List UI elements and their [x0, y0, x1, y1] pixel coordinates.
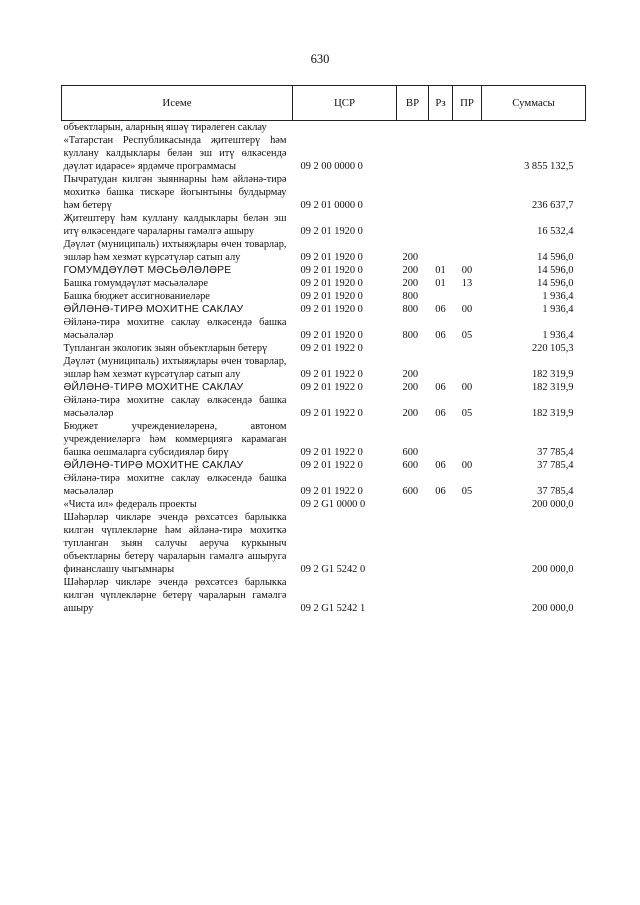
csr-cell: 09 2 01 1920 0: [300, 291, 363, 302]
name-cell: ӘЙЛӘНӘ-ТИРӘ МОХИТНЕ САКЛАУ: [63, 304, 244, 315]
name-cell: «Чиста ил» федераль проекты: [63, 499, 197, 510]
table-row: [62, 355, 586, 381]
table-row: [62, 394, 586, 420]
pr-cell: 05: [461, 486, 473, 497]
csr-cell: 09 2 01 1920 0: [300, 226, 363, 237]
vr-cell: 600: [402, 460, 419, 471]
table-row: [62, 342, 586, 355]
name-cell: Әйләнә-тирә мохитне саклау өлкәсендә башка мәсьәләләр: [63, 473, 287, 497]
vr-cell: [397, 511, 429, 576]
table-row: [62, 173, 586, 212]
sum-cell: 1 936,4: [542, 304, 574, 315]
sum-cell: [482, 121, 586, 135]
vr-cell: 600: [402, 447, 419, 458]
rz-cell: 06: [435, 408, 446, 419]
pr-cell: 00: [461, 460, 473, 471]
csr-cell: 09 2 01 1922 0: [300, 382, 363, 393]
csr-cell: 09 2 00 0000 0: [300, 161, 363, 172]
sum-cell: 37 785,4: [537, 447, 574, 458]
vr-cell: [397, 576, 429, 615]
sum-cell: 182 319,9: [531, 408, 574, 419]
sum-cell: 37 785,4: [537, 460, 574, 471]
pr-cell: 00: [461, 304, 473, 315]
pr-cell: 13: [461, 278, 473, 289]
header-pr: ПР: [453, 86, 482, 121]
name-cell: Шәһәрләр чикләре эчендә рөхсәтсез барлыкка килгән чүплекләрне һәм әйләнә-тирә мохиткә тупланган зыян салучы аеруча куркыныч объектларны бетерү чараларын гамәлгә ашыруга финанслашу чыгымнары: [63, 512, 287, 575]
table-row: [62, 134, 586, 173]
rz-cell: [429, 212, 453, 238]
csr-cell: 09 2 01 1920 0: [300, 265, 363, 276]
header-name: Исеме: [62, 86, 293, 121]
pr-cell: [453, 173, 482, 212]
sum-cell: 220 105,3: [531, 343, 574, 354]
rz-cell: 06: [435, 304, 446, 315]
csr-cell: 09 2 01 1922 0: [300, 486, 363, 497]
name-cell: Әйләнә-тирә мохитне саклау өлкәсендә башка мәсьәләләр: [63, 317, 287, 341]
name-cell: Бюджет учреждениеләренә, автоном учреждениеләргә һәм коммерциягә карамаган башка оешмаларга субсидияләр бирү: [63, 421, 287, 458]
table-row: [62, 420, 586, 459]
rz-cell: 01: [435, 278, 446, 289]
rz-cell: [429, 134, 453, 173]
vr-cell: 200: [402, 382, 419, 393]
rz-cell: [429, 173, 453, 212]
pr-cell: 00: [461, 265, 473, 276]
csr-cell: 09 2 01 1920 0: [300, 278, 363, 289]
rz-cell: 06: [435, 382, 446, 393]
budget-table: [61, 85, 586, 615]
csr-cell: 09 2 G1 5242 1: [300, 603, 366, 614]
rz-cell: [429, 498, 453, 511]
table-row: [62, 459, 586, 472]
rz-cell: [429, 238, 453, 264]
table-row: [62, 472, 586, 498]
sum-cell: 182 319,9: [531, 382, 574, 393]
pr-cell: [453, 342, 482, 355]
vr-cell: [397, 212, 429, 238]
vr-cell: 800: [402, 330, 419, 341]
pr-cell: [453, 134, 482, 173]
pr-cell: [453, 212, 482, 238]
csr-cell: 09 2 01 1922 0: [300, 408, 363, 419]
vr-cell: [397, 342, 429, 355]
sum-cell: 37 785,4: [537, 486, 574, 497]
table-row: [62, 498, 586, 511]
vr-cell: 200: [402, 265, 419, 276]
header-vr: ВР: [397, 86, 429, 121]
table-body: [62, 121, 586, 616]
sum-cell: 1 936,4: [542, 291, 574, 302]
csr-cell: 09 2 G1 0000 0: [300, 499, 366, 510]
header-rz: Рз: [429, 86, 453, 121]
name-cell: ӘЙЛӘНӘ-ТИРӘ МОХИТНЕ САКЛАУ: [63, 460, 244, 471]
name-cell: ӘЙЛӘНӘ-ТИРӘ МОХИТНЕ САКЛАУ: [63, 382, 244, 393]
pr-cell: [453, 290, 482, 303]
header-sum: Суммасы: [482, 86, 586, 121]
csr-cell: [293, 121, 397, 135]
vr-cell: 200: [402, 252, 419, 263]
pr-cell: [453, 355, 482, 381]
rz-cell: [429, 355, 453, 381]
sum-cell: 3 855 132,5: [524, 161, 574, 172]
vr-cell: [397, 121, 429, 135]
vr-cell: 800: [402, 304, 419, 315]
name-cell: Шәһәрләр чикләре эчендә рөхсәтсез барлыкка килгән чүплекләрне бетерү чараларын гамәлгә ашыру: [63, 577, 287, 614]
rz-cell: [429, 121, 453, 135]
table-row: [62, 316, 586, 342]
name-cell: объектларын, аларның яшәү тирәлеген саклау: [63, 122, 267, 133]
table-row: [62, 264, 586, 277]
name-cell: Әйләнә-тирә мохитне саклау өлкәсендә башка мәсьәләләр: [63, 395, 287, 419]
sum-cell: 200 000,0: [531, 603, 574, 614]
pr-cell: [453, 576, 482, 615]
table-row: [62, 381, 586, 394]
name-cell: Дәүләт (муниципаль) ихтыяҗлары өчен товарлар, эшләр һәм хезмәт күрсәтүләр сатып алу: [63, 239, 287, 263]
csr-cell: 09 2 01 1922 0: [300, 369, 363, 380]
sum-cell: 14 596,0: [537, 265, 574, 276]
table-row: [62, 303, 586, 316]
rz-cell: 06: [435, 330, 446, 341]
vr-cell: [397, 134, 429, 173]
csr-cell: 09 2 01 1920 0: [300, 304, 363, 315]
table-row: [62, 277, 586, 290]
csr-cell: 09 2 G1 5242 0: [300, 564, 366, 575]
rz-cell: 06: [435, 486, 446, 497]
page-number: 630: [310, 52, 330, 66]
pr-cell: [453, 498, 482, 511]
table-row: [62, 212, 586, 238]
vr-cell: 600: [402, 486, 419, 497]
vr-cell: 200: [402, 278, 419, 289]
csr-cell: 09 2 01 1922 0: [300, 447, 363, 458]
table-row: [62, 576, 586, 615]
csr-cell: 09 2 01 1920 0: [300, 252, 363, 263]
sum-cell: 182 319,9: [531, 369, 574, 380]
name-cell: Башка бюджет ассигнованиеләре: [63, 291, 210, 302]
name-cell: Дәүләт (муниципаль) ихтыяҗлары өчен товарлар, эшләр һәм хезмәт күрсәтүләр сатып алу: [63, 356, 287, 380]
name-cell: Тупланган экологик зыян объектларын бетерү: [63, 343, 268, 354]
table-row: [62, 121, 586, 135]
csr-cell: 09 2 01 1920 0: [300, 330, 363, 341]
csr-cell: 09 2 01 1922 0: [300, 343, 363, 354]
name-cell: «Татарстан Республикасында җитештерү һәм куллану калдыклары белән эш итү өлкәсендә дәүләт идарәсе» ярдәмче программасы: [63, 135, 287, 172]
name-cell: Җитештерү һәм куллану калдыклары белән эш итү өлкәсендәге чараларны гамәлгә ашыру: [63, 213, 287, 237]
rz-cell: [429, 576, 453, 615]
sum-cell: 200 000,0: [531, 564, 574, 575]
pr-cell: 05: [461, 408, 473, 419]
pr-cell: 05: [461, 330, 473, 341]
name-cell: ГОМУМДӘҮЛӘТ МӘСЬӘЛӘЛӘРЕ: [63, 265, 232, 276]
vr-cell: [397, 173, 429, 212]
vr-cell: 800: [402, 291, 419, 302]
sum-cell: 200 000,0: [531, 499, 574, 510]
sum-cell: 236 637,7: [531, 200, 574, 211]
csr-cell: 09 2 01 0000 0: [300, 200, 363, 211]
csr-cell: 09 2 01 1922 0: [300, 460, 363, 471]
rz-cell: 01: [435, 265, 446, 276]
vr-cell: 200: [402, 408, 419, 419]
pr-cell: [453, 420, 482, 459]
name-cell: Башка гомумдәүләт мәсьәләләре: [63, 278, 208, 289]
rz-cell: [429, 342, 453, 355]
sum-cell: 14 596,0: [537, 278, 574, 289]
header-csr: ЦСР: [293, 86, 397, 121]
table-row: [62, 511, 586, 576]
rz-cell: [429, 420, 453, 459]
pr-cell: [453, 238, 482, 264]
pr-cell: 00: [461, 382, 473, 393]
vr-cell: [397, 498, 429, 511]
sum-cell: 1 936,4: [542, 330, 574, 341]
sum-cell: 16 532,4: [537, 226, 574, 237]
table-row: [62, 290, 586, 303]
rz-cell: [429, 511, 453, 576]
table-header-row: [62, 86, 586, 121]
vr-cell: 200: [402, 369, 419, 380]
sum-cell: 14 596,0: [537, 252, 574, 263]
pr-cell: [453, 121, 482, 135]
table-row: [62, 238, 586, 264]
pr-cell: [453, 511, 482, 576]
rz-cell: 06: [435, 460, 446, 471]
rz-cell: [429, 290, 453, 303]
name-cell: Пычратудан килгән зыяннарны һәм әйләнә-тирә мохиткә башка тискәре йогынтыны булдырмау һәм бетерү: [63, 174, 287, 211]
